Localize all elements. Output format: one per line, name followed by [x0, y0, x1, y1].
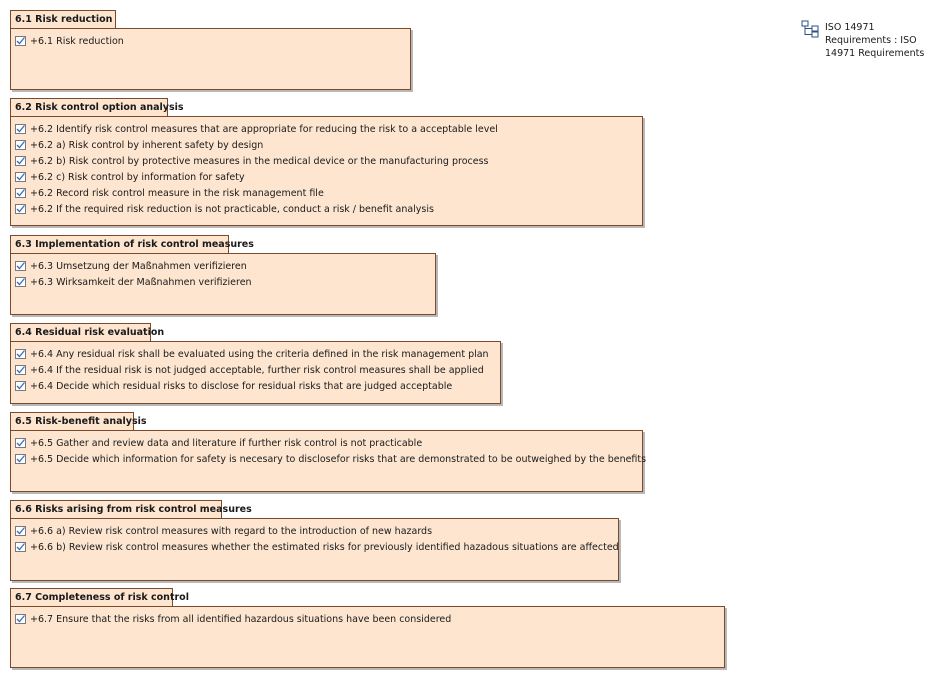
- requirement-item[interactable]: [15, 523, 614, 539]
- visibility-prefix: +: [30, 380, 38, 392]
- requirement-check-icon: [15, 526, 26, 536]
- requirement-label: 6.4 If the residual risk is not judged acceptable, further risk control measures shall be applied: [37, 364, 484, 376]
- requirement-label: 6.2 Identify risk control measures that are appropriate for reducing the risk to a acceptable level: [37, 123, 498, 135]
- requirement-item[interactable]: [15, 435, 638, 451]
- reference-line: 14971 Requirements: [825, 48, 925, 59]
- requirement-item[interactable]: [15, 451, 647, 467]
- requirement-label: 6.7 Ensure that the risks from all identified hazardous situations have been considered: [37, 613, 452, 625]
- visibility-prefix: +: [30, 437, 38, 449]
- requirement-label: 6.6 a) Review risk control measures with regard to the introduction of new hazards: [37, 525, 433, 537]
- requirement-check-icon: [15, 454, 26, 464]
- requirement-label: 6.4 Any residual risk shall be evaluated using the criteria defined in the risk management plan: [37, 348, 489, 360]
- visibility-prefix: +: [30, 123, 38, 135]
- package-link-icon: [801, 20, 819, 38]
- requirement-label: 6.3 Wirksamkeit der Maßnahmen verifizieren: [37, 276, 252, 288]
- requirement-check-icon: [15, 36, 26, 46]
- requirement-label: 6.1 Risk reduction: [37, 35, 124, 47]
- visibility-prefix: +: [30, 364, 38, 376]
- requirement-check-icon: [15, 124, 26, 134]
- requirement-label: 6.2 Record risk control measure in the risk management file: [37, 187, 324, 199]
- visibility-prefix: +: [30, 613, 38, 625]
- requirement-item[interactable]: [15, 274, 431, 290]
- requirement-check-icon: [15, 204, 26, 214]
- package-title: 6.4 Residual risk evaluation: [10, 323, 151, 341]
- requirement-label: 6.2 If the required risk reduction is not practicable, conduct a risk / benefit analysis: [37, 203, 434, 215]
- requirement-item[interactable]: [15, 33, 406, 49]
- visibility-prefix: +: [30, 453, 38, 465]
- requirement-item[interactable]: [15, 362, 496, 378]
- visibility-prefix: +: [30, 35, 38, 47]
- package-title: 6.3 Implementation of risk control measures: [10, 235, 229, 253]
- requirement-item[interactable]: [15, 121, 638, 137]
- requirement-check-icon: [15, 365, 26, 375]
- requirement-item[interactable]: [15, 137, 638, 153]
- requirement-check-icon: [15, 438, 26, 448]
- package-body: [10, 341, 501, 404]
- package-body: [10, 606, 725, 668]
- package-body: [10, 28, 411, 90]
- requirement-label: 6.2 b) Risk control by protective measures in the medical device or the manufacturing process: [37, 155, 489, 167]
- diagram-reference[interactable]: [801, 21, 924, 60]
- package-body: [10, 518, 619, 581]
- reference-line: Requirements : ISO: [825, 35, 917, 46]
- requirement-label: 6.6 b) Review risk control measures whether the estimated risks for previously identified hazadous situations are affected: [37, 541, 619, 553]
- requirement-item[interactable]: [15, 201, 638, 217]
- requirement-check-icon: [15, 140, 26, 150]
- visibility-prefix: +: [30, 260, 38, 272]
- requirement-label: 6.4 Decide which residual risks to disclose for residual risks that are judged acceptable: [37, 380, 453, 392]
- requirement-item[interactable]: [15, 169, 638, 185]
- package-body: [10, 116, 643, 226]
- requirement-check-icon: [15, 261, 26, 271]
- requirement-label: 6.2 a) Risk control by inherent safety by design: [37, 139, 264, 151]
- diagram-reference-label: [825, 21, 924, 60]
- requirement-label: 6.5 Decide which information for safety is necesary to disclosefor risks that are demonstrated to be outweighed by the benefits: [37, 453, 647, 465]
- requirement-item[interactable]: [15, 346, 496, 362]
- visibility-prefix: +: [30, 525, 38, 537]
- requirement-item[interactable]: [15, 258, 431, 274]
- requirement-item[interactable]: [15, 153, 638, 169]
- requirement-label: 6.5 Gather and review data and literature if further risk control is not practicable: [37, 437, 423, 449]
- requirement-item[interactable]: [15, 185, 638, 201]
- visibility-prefix: +: [30, 348, 38, 360]
- requirement-check-icon: [15, 156, 26, 166]
- requirement-label: 6.3 Umsetzung der Maßnahmen verifizieren: [37, 260, 247, 272]
- requirement-item[interactable]: [15, 539, 619, 555]
- package-title: 6.7 Completeness of risk control: [10, 588, 173, 606]
- requirement-check-icon: [15, 542, 26, 552]
- visibility-prefix: +: [30, 139, 38, 151]
- reference-line: ISO 14971: [825, 22, 875, 33]
- visibility-prefix: +: [30, 541, 38, 553]
- package-title: 6.6 Risks arising from risk control measures: [10, 500, 222, 518]
- requirement-check-icon: [15, 381, 26, 391]
- requirement-item[interactable]: [15, 378, 496, 394]
- visibility-prefix: +: [30, 171, 38, 183]
- package-title: 6.2 Risk control option analysis: [10, 98, 168, 116]
- visibility-prefix: +: [30, 187, 38, 199]
- requirement-check-icon: [15, 172, 26, 182]
- requirement-check-icon: [15, 349, 26, 359]
- visibility-prefix: +: [30, 155, 38, 167]
- package-body: [10, 253, 436, 315]
- package-title: 6.1 Risk reduction: [10, 10, 116, 28]
- visibility-prefix: +: [30, 203, 38, 215]
- requirement-check-icon: [15, 614, 26, 624]
- requirement-label: 6.2 c) Risk control by information for safety: [37, 171, 245, 183]
- package-body: [10, 430, 647, 492]
- visibility-prefix: +: [30, 276, 38, 288]
- requirement-item[interactable]: [15, 611, 720, 627]
- requirement-check-icon: [15, 277, 26, 287]
- package-title: 6.5 Risk-benefit analysis: [10, 412, 134, 430]
- requirement-check-icon: [15, 188, 26, 198]
